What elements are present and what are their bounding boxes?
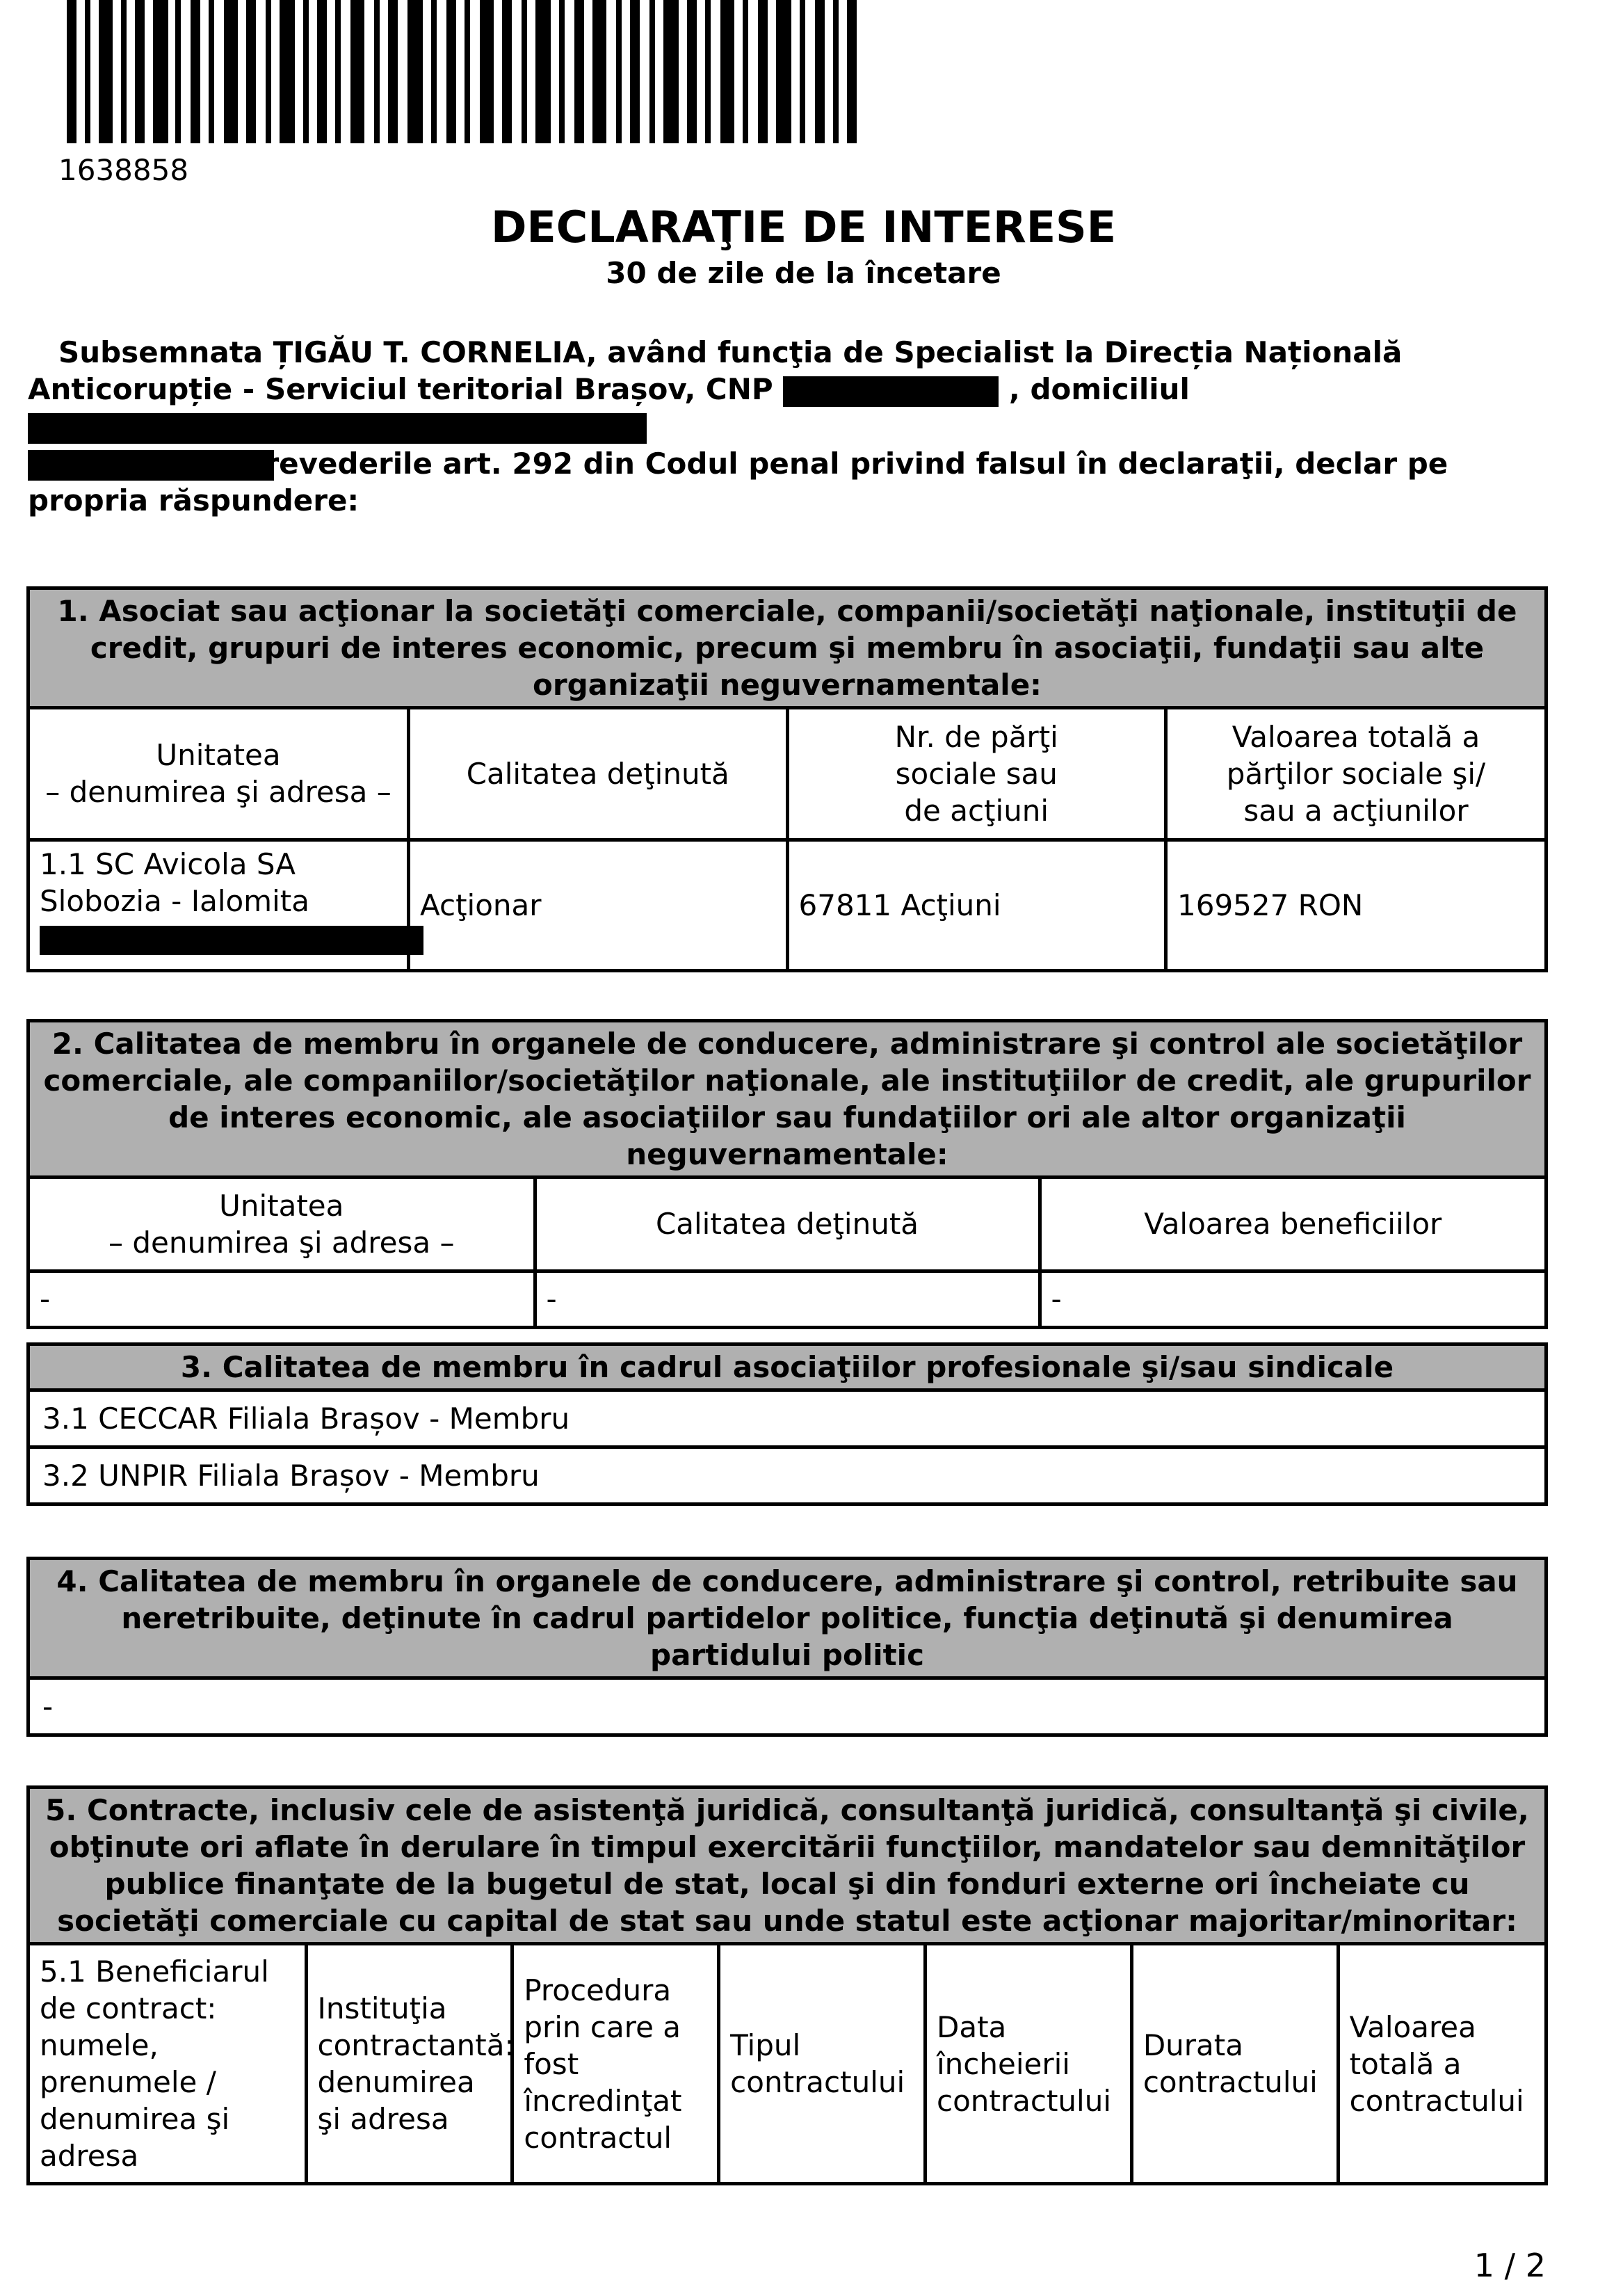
list-item: 3.1 CECCAR Filiala Brașov - Membru <box>42 1402 570 1436</box>
section-1-heading: 1. Asociat sau acţionar la societăţi comerciale, companii/societăţi naţionale, instituţii de credit, grupuri de interes economic, precum şi membru în asociaţii, fundaţii sau alte organizaţii neguvernamentale: <box>30 590 1544 709</box>
section-2 <box>26 1019 1548 1329</box>
section-4-heading: 4. Calitatea de membru în organele de conducere, administrare şi control, retribuite sau neretribuite, deţinute în cadrul partidelor politice, funcţia deţinută şi denumirea partidului politic <box>30 1560 1544 1680</box>
barcode-number: 1638858 <box>58 153 189 187</box>
section-3-heading: 3. Calitatea de membru în cadrul asociaţiilor profesionale şi/sau sindicale <box>30 1346 1544 1392</box>
document-title: DECLARAŢIE DE INTERESE <box>490 202 1117 252</box>
cell-benefits: - <box>1040 1271 1544 1326</box>
declaration-paragraph <box>28 445 1558 519</box>
section-1 <box>26 586 1548 972</box>
list-item: 3.2 UNPIR Filiala Brașov - Membru <box>30 1445 1544 1502</box>
col-value: Valoarea totală a părţilor sociale şi/ sau a acţiunilor <box>1166 709 1545 840</box>
page-number: 1 / 2 <box>1473 2247 1546 2284</box>
list-item: - <box>42 1689 54 1724</box>
col-unit: Unitatea – denumirea şi adresa – <box>30 1179 535 1271</box>
section-4 <box>26 1557 1548 1737</box>
cell-shares: 67811 Acţiuni <box>787 840 1166 969</box>
redacted-unit-address <box>40 926 423 955</box>
col-role: Calitatea deţinută <box>409 709 788 840</box>
section-1-table <box>30 709 1544 969</box>
cell-unit <box>30 840 409 969</box>
intro-domiciliu: , domiciliul <box>1008 372 1190 406</box>
intro-line2: cunoscând prevederile art. 292 din Codul penal privind falsul în declaraţii, declar pe propria răspundere: <box>28 447 1448 517</box>
section-5-heading: 5. Contracte, inclusiv cele de asistenţă juridică, consultanţă juridică, consultanţă şi civile, obţinute ori aflate în derulare în timpul exercitării funcţiilor, mandatelor sau demnităţilor publice finanţate de la bugetul de stat, local şi din fonduri externe ori încheiate cu societăţi comerciale cu capital de stat sau unde statul este acţionar majoritar/minoritar: <box>30 1789 1544 1945</box>
document-subtitle: 30 de zile de la încetare <box>606 256 1001 290</box>
section-2-heading: 2. Calitatea de membru în organele de conducere, administrare şi control ale societăţilor comerciale, ale companiilor/societăţilor naţionale, ale instituţiilor de credit, ale grupurilor de interes economic, ale asociaţiilor sau fundaţiilor ori ale altor organizaţii neguvernamentale: <box>30 1022 1544 1179</box>
col-benefits: Valoarea beneficiilor <box>1040 1179 1544 1271</box>
cell-unit-text: 1.1 SC Avicola SA Slobozia - Ialomita <box>40 846 309 918</box>
redacted-cnp <box>783 376 999 407</box>
cell-role: - <box>535 1271 1040 1326</box>
col-procedure: Procedura prin care a fost încredinţat contractul <box>512 1945 719 2182</box>
col-shares: Nr. de părţi sociale sau de acţiuni <box>787 709 1166 840</box>
intro-line1: Subsemnata ȚIGĂU T. CORNELIA, având funcţia de Specialist la Direcția Națională Anticorupție - Serviciul teritorial Brașov, CNP <box>28 335 1403 406</box>
col-institution: Instituţia contractantă: denumirea şi adresa <box>306 1945 512 2182</box>
col-role: Calitatea deţinută <box>535 1179 1040 1271</box>
cell-value: 169527 RON <box>1166 840 1545 969</box>
cell-unit: - <box>30 1271 535 1326</box>
col-date: Data încheierii contractului <box>925 1945 1131 2182</box>
col-type: Tipul contractului <box>719 1945 926 2182</box>
section-5-table <box>30 1945 1544 2182</box>
redacted-address <box>28 413 647 444</box>
section-3 <box>26 1342 1548 1506</box>
col-beneficiary: 5.1 Beneficiarul de contract: numele, prenumele / denumirea şi adresa <box>30 1945 306 2182</box>
barcode <box>67 0 857 143</box>
section-2-table <box>30 1179 1544 1326</box>
section-5 <box>26 1785 1548 2185</box>
col-total-value: Valoarea totală a contractului <box>1338 1945 1544 2182</box>
cell-role: Acţionar <box>409 840 788 969</box>
col-duration: Durata contractului <box>1131 1945 1338 2182</box>
col-unit: Unitatea – denumirea şi adresa – <box>30 709 409 840</box>
